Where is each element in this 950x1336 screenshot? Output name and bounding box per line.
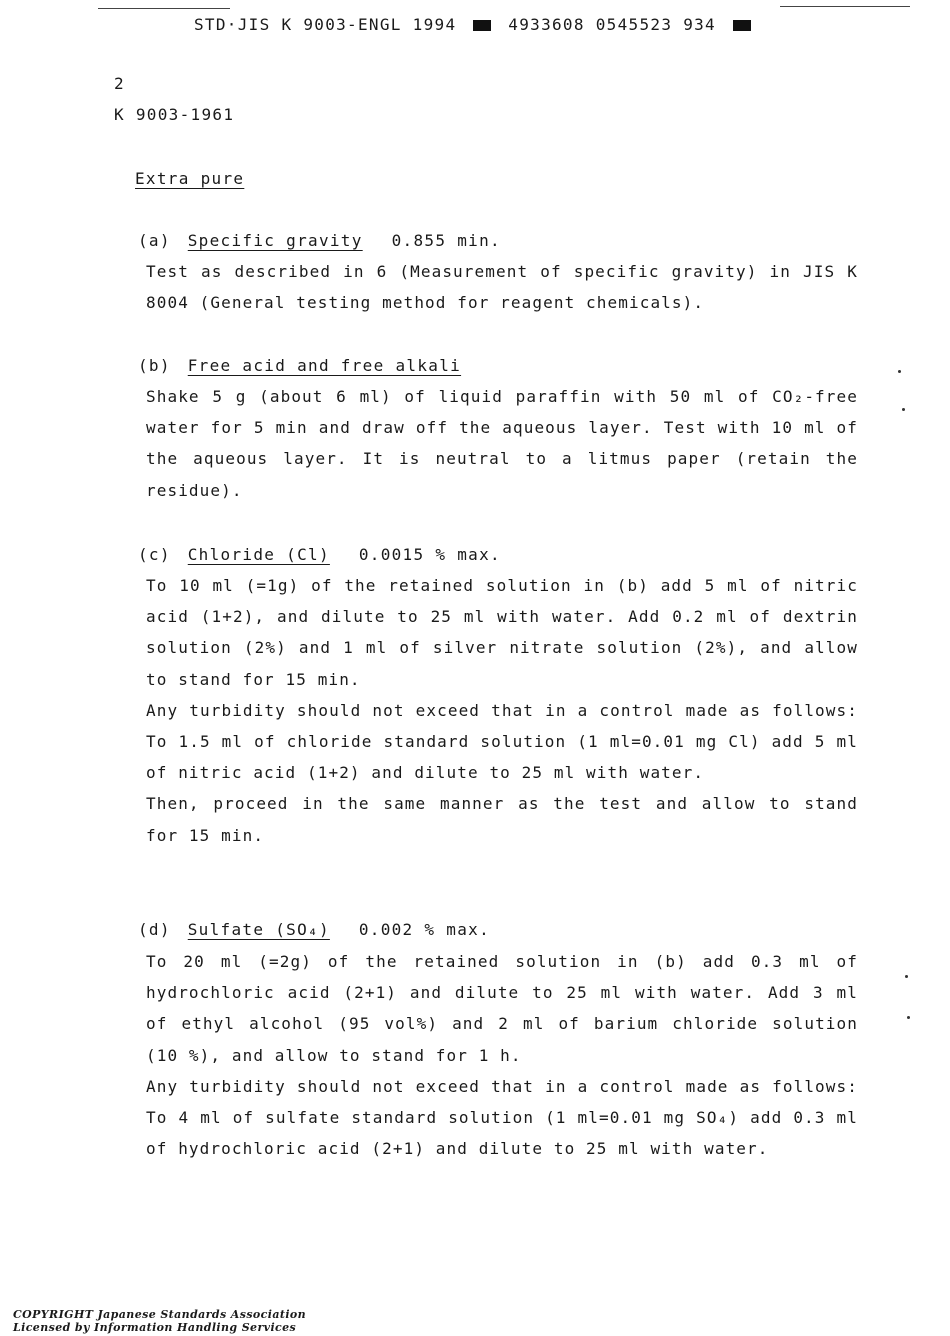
top-rule-right: [780, 6, 910, 7]
paragraph: Then, proceed in the same manner as the test and allow to stand for 15 min.: [146, 794, 858, 845]
paragraph: To 10 ml (=1g) of the retained solution in (b) add 5 ml of nitric acid (1+2), and dilute to 25 ml with water. Add 0.2 ml of dextrin solution (2%) and 1 ml of silver nitrate solution (2%), and allow to stand for 15 min.: [146, 576, 858, 689]
section-d-body: [146, 946, 858, 1164]
top-rule-left: [98, 8, 230, 9]
paragraph: To 20 ml (=2g) of the retained solution in (b) add 0.3 ml of hydrochloric acid (2+1) and dilute to 25 ml with water. Add 3 ml of ethyl alcohol (95 vol%) and 2 ml of barium chloride solution (10 %), and allow to stand for 1 h.: [146, 952, 858, 1065]
scan-speck: [907, 1016, 910, 1019]
header-serial-number: 4933608 0545523 934: [508, 15, 716, 34]
section-label: (a): [138, 231, 171, 250]
copyright-footer: [13, 1308, 306, 1334]
section-title: Specific gravity: [187, 231, 363, 250]
header-standard-code: STD·JIS K 9003-ENGL 1994: [194, 15, 457, 34]
page-number: 2: [114, 74, 125, 93]
scan-speck: [902, 408, 905, 411]
footer-license: Licensed by Information Handling Services: [13, 1321, 297, 1334]
scan-speck: [898, 370, 901, 373]
document-header: [194, 15, 757, 34]
standard-id: K 9003-1961: [114, 105, 235, 124]
section-a-body: [146, 256, 858, 318]
section-title: Chloride (Cl): [187, 545, 330, 564]
paragraph: Any turbidity should not exceed that in a control made as follows: To 1.5 ml of chloride standard solution (1 ml=0.01 mg Cl) add 5 ml of nitric acid (1+2) and dilute to 25 ml with water.: [146, 700, 858, 783]
redaction-block-icon: [473, 20, 491, 31]
section-spec: 0.002 % max.: [358, 920, 491, 939]
paragraph: Any turbidity should not exceed that in a control made as follows: To 4 ml of sulfate standard solution (1 ml=0.01 mg SO₄) add 0.3 ml of hydrochloric acid (2+1) and dilute to 25 ml with water.: [146, 1076, 858, 1159]
section-b-body: [146, 381, 858, 506]
redaction-block-icon: [733, 20, 751, 31]
section-label: (b): [138, 356, 171, 375]
section-spec: 0.0015 % max.: [358, 545, 501, 564]
section-label: (d): [138, 920, 171, 939]
paragraph: Test as described in 6 (Measurement of specific gravity) in JIS K 8004 (General testing method for reagent chemicals).: [146, 262, 858, 313]
section-spec: 0.855 min.: [391, 231, 501, 250]
section-c-body: [146, 570, 858, 851]
footer-copyright: COPYRIGHT Japanese Standards Association: [13, 1308, 307, 1321]
paragraph: Shake 5 g (about 6 ml) of liquid paraffin with 50 ml of CO₂-free water for 5 min and draw off the aqueous layer. Test with 10 ml of the aqueous layer. It is neutral to a litmus paper (retain the residue).: [146, 387, 858, 500]
section-title: Sulfate (SO₄): [187, 920, 330, 939]
section-label: (c): [138, 545, 171, 564]
section-title: Free acid and free alkali: [187, 356, 462, 375]
scan-speck: [905, 975, 908, 978]
section-a-heading: [138, 231, 501, 250]
section-b-heading: [138, 356, 461, 375]
section-d-heading: [138, 920, 490, 939]
section-c-heading: [138, 545, 501, 564]
grade-title: Extra pure: [135, 169, 245, 188]
